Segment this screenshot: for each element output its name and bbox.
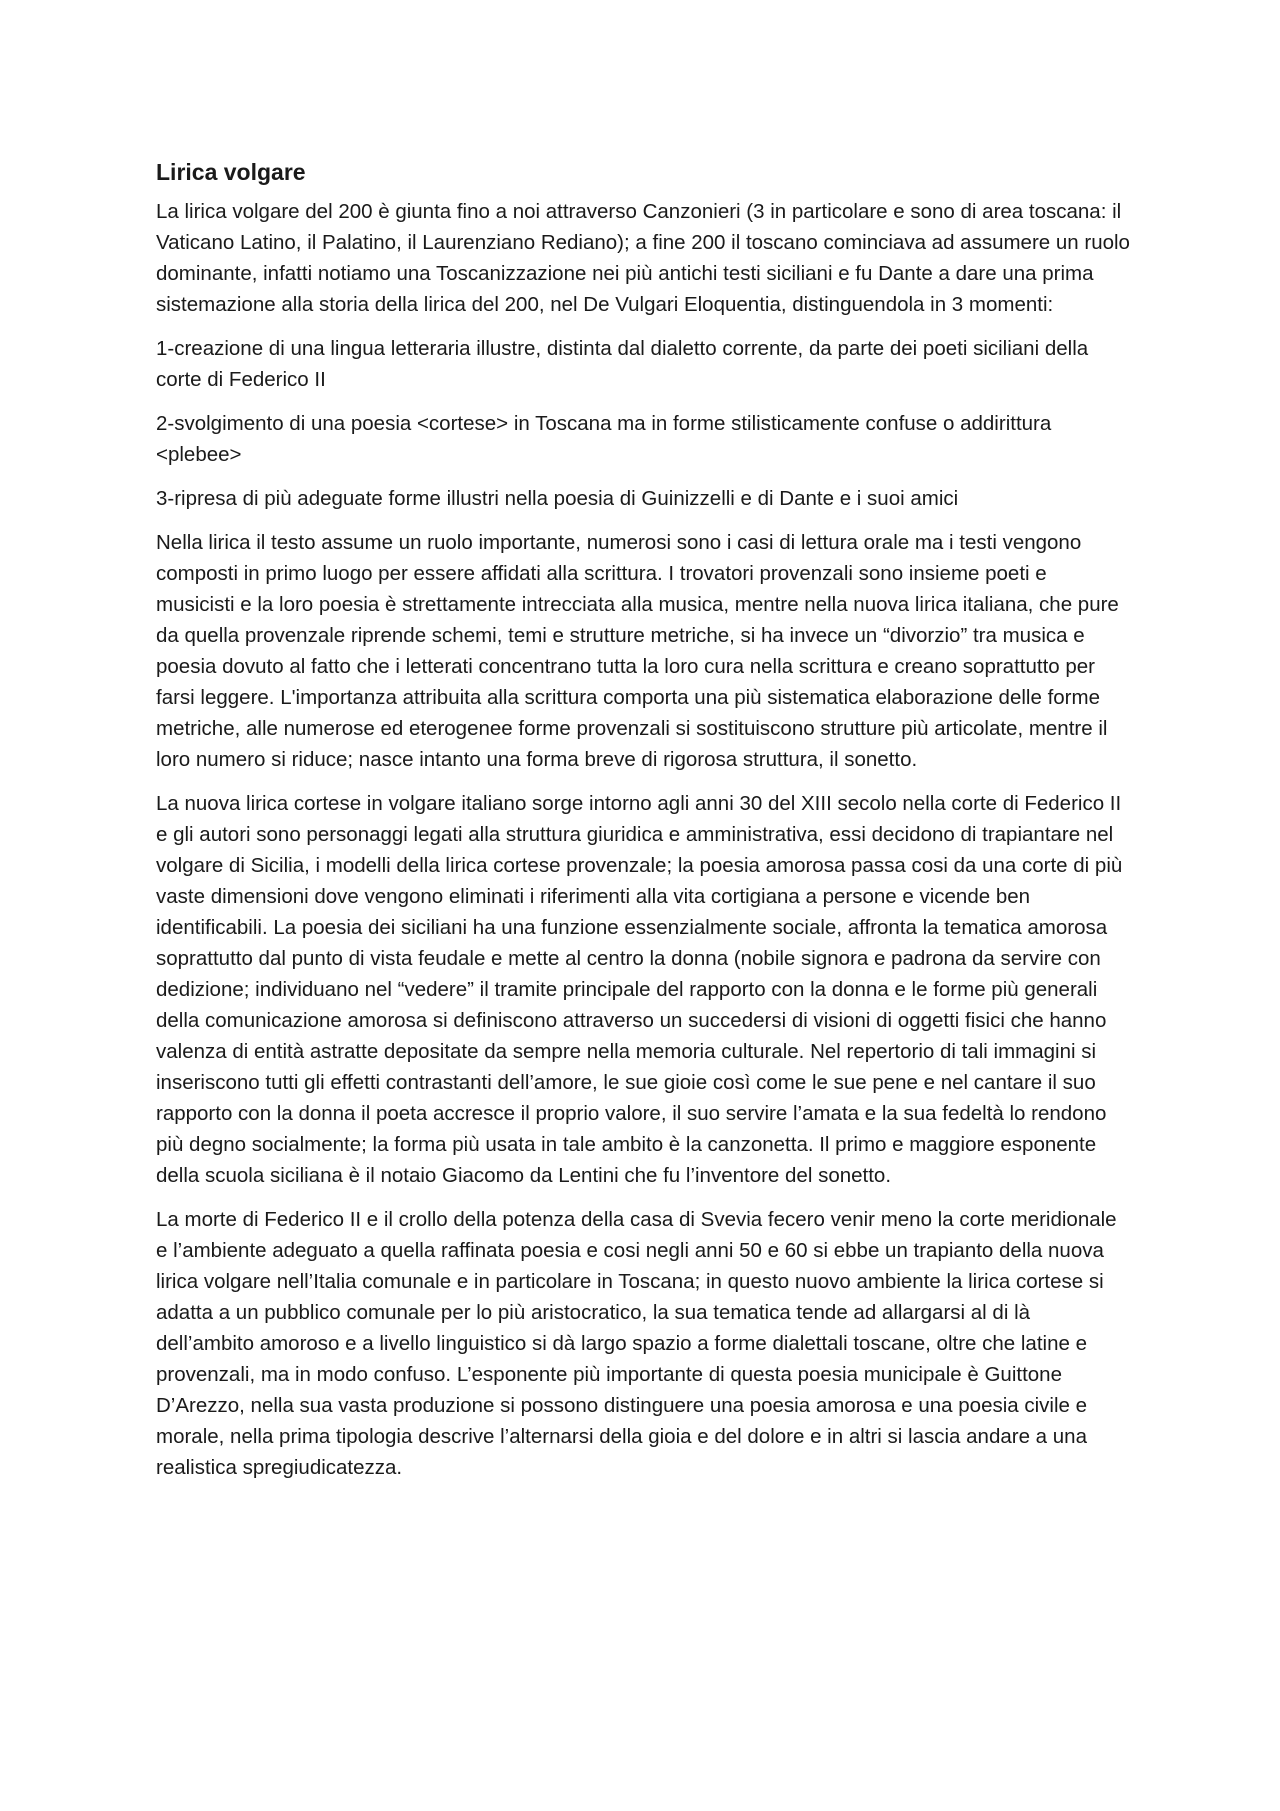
document-body xyxy=(156,156,1130,1496)
paragraph-moment-1: 1-creazione di una lingua letteraria illustre, distinta dal dialetto corrente, da parte dei poeti siciliani della corte di Federico II xyxy=(156,337,1089,391)
document-title: Lirica volgare xyxy=(156,159,306,185)
paragraph-tuscan-poetry: La morte di Federico II e il crollo della potenza della casa di Svevia fecero venir meno la corte meridionale e l’ambiente adeguato a quella raffinata poesia e cosi negli anni 50 e 60 si ebbe un trapianto della nuova lirica volgare nell’Italia comunale e in particolare in Toscana; in questo nuovo ambiente la lirica cortese si adatta a un pubblico comunale per lo più aristocratico, la sua tematica tende ad allargarsi al di là dell’ambito amoroso e a livello linguistico si dà largo spazio a forme dialettali toscane, oltre che latine e provenzali, ma in modo confuso. L’esponente più importante di questa poesia municipale è Guittone D’Arezzo, nella sua vasta produzione si possono distinguere una poesia amorosa e una poesia civile e morale, nella prima tipologia descrive l’alternarsi della gioia e del dolore e in altri si lascia andare a una realistica spregiudicatezza. xyxy=(156,1208,1117,1479)
paragraph-moment-3: 3-ripresa di più adeguate forme illustri nella poesia di Guinizzelli e di Dante e i suoi amici xyxy=(156,487,959,510)
paragraph-sicilian-school: La nuova lirica cortese in volgare italiano sorge intorno agli anni 30 del XIII secolo nella corte di Federico II e gli autori sono personaggi legati alla struttura giuridica e amministrativa, essi decidono di trapiantare nel volgare di Sicilia, i modelli della lirica cortese provenzale; la poesia amorosa passa cosi da una corte di più vaste dimensioni dove vengono eliminati i riferimenti alla vita cortigiana a persone e vicende ben identificabili. La poesia dei siciliani ha una funzione essenzialmente sociale, affronta la tematica amorosa soprattutto dal punto di vista feudale e mette al centro la donna (nobile signora e padrona da servire con dedizione; individuano nel “vedere” il tramite principale del rapporto con la donna e le forme più generali della comunicazione amorosa si definiscono attraverso un succedersi di visioni di oggetti fisici che hanno valenza di entità astratte depositate da sempre nella memoria culturale. Nel repertorio di tali immagini si inseriscono tutti gli effetti contrastanti dell’amore, le sue gioie così come le sue pene e nel cantare il suo rapporto con la donna il poeta accresce il proprio valore, il suo servire l’amata e la sua fedeltà lo rendono più degno socialmente; la forma più usata in tale ambito è la canzonetta. Il primo e maggiore esponente della scuola siciliana è il notaio Giacomo da Lentini che fu l’inventore del sonetto. xyxy=(156,792,1123,1187)
paragraph-moment-2: 2-svolgimento di una poesia <cortese> in Toscana ma in forme stilisticamente confuse o addirittura <plebee> xyxy=(156,412,1052,466)
paragraph-intro: La lirica volgare del 200 è giunta fino a noi attraverso Canzonieri (3 in particolare e sono di area toscana: il Vaticano Latino, il Palatino, il Laurenziano Rediano); a fine 200 il toscano cominciava ad assumere un ruolo dominante, infatti notiamo una Toscanizzazione nei più antichi testi siciliani e fu Dante a dare una prima sistemazione alla storia della lirica del 200, nel De Vulgari Eloquentia, distinguendola in 3 momenti: xyxy=(156,200,1130,316)
paragraph-writing: Nella lirica il testo assume un ruolo importante, numerosi sono i casi di lettura orale ma i testi vengono composti in primo luogo per essere affidati alla scrittura. I trovatori provenzali sono insieme poeti e musicisti e la loro poesia è strettamente intrecciata alla musica, mentre nella nuova lirica italiana, che pure da quella provenzale riprende schemi, temi e strutture metriche, si ha invece un “divorzio” tra musica e poesia dovuto al fatto che i letterati concentrano tutta la loro cura nella scrittura e creano soprattutto per farsi leggere. L'importanza attribuita alla scrittura comporta una più sistematica elaborazione delle forme metriche, alle numerose ed eterogenee forme provenzali si sostituiscono strutture più articolate, mentre il loro numero si riduce; nasce intanto una forma breve di rigorosa struttura, il sonetto. xyxy=(156,531,1119,771)
